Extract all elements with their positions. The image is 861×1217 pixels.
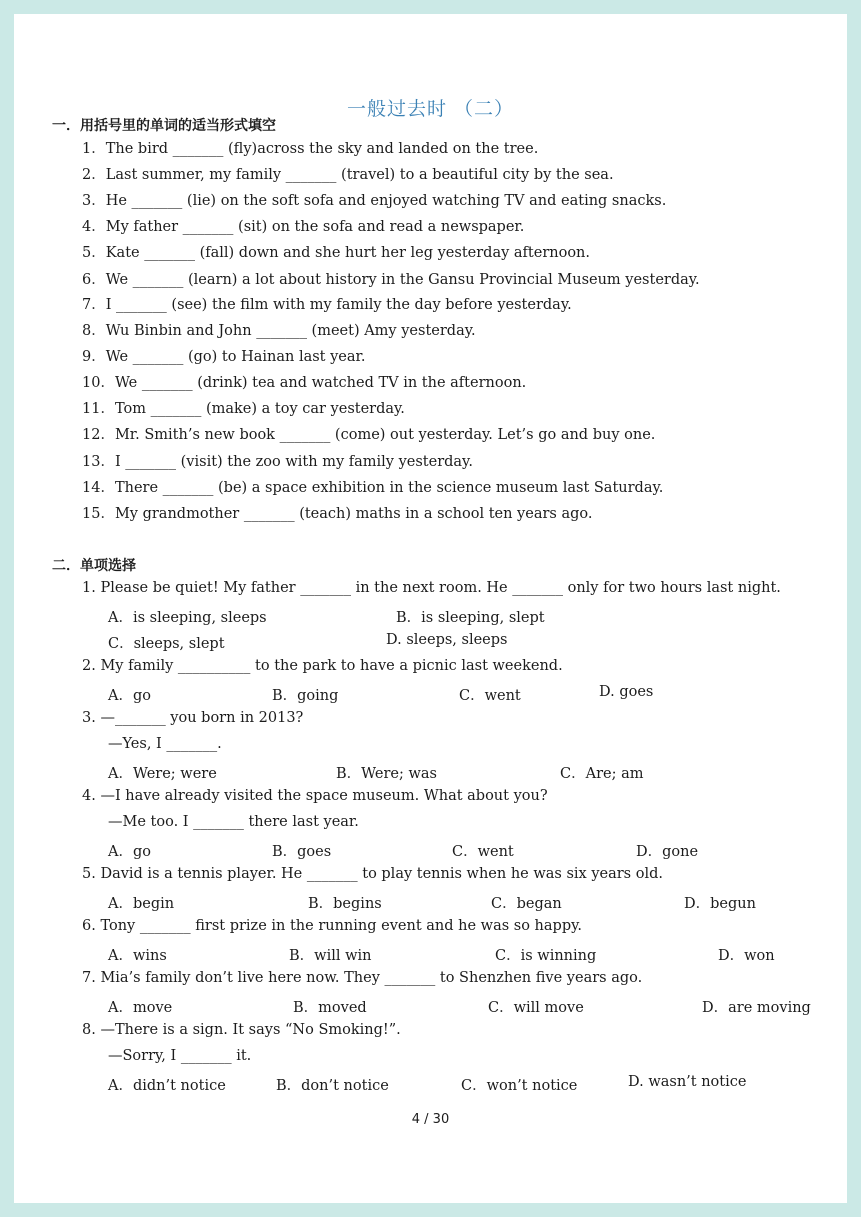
mc-q8-option-b[interactable]: B．don’t notice xyxy=(276,1078,389,1094)
mc-q2-option-b[interactable]: B．going xyxy=(272,688,339,704)
mc-q2-option-d[interactable]: D. goes xyxy=(599,684,654,700)
mc-q2-option-a[interactable]: A．go xyxy=(108,688,151,704)
mc-q3-stem: 3. —_______ you born in 2013? xyxy=(82,710,304,726)
fill-item-3: 3．He _______ (lie) on the soft sofa and enjoyed watching TV and eating snacks. xyxy=(82,193,667,209)
mc-q4-option-a[interactable]: A．go xyxy=(108,844,151,860)
fill-item-10: 10．We _______ (drink) tea and watched TV in the afternoon. xyxy=(82,375,527,391)
fill-item-7: 7．I _______ (see) the film with my family the day before yesterday. xyxy=(82,297,572,313)
mc-q8-option-c[interactable]: C．won’t notice xyxy=(461,1078,578,1094)
fill-item-1: 1．The bird _______ (fly)across the sky and landed on the tree. xyxy=(82,141,539,157)
mc-q8-stem: 8. —There is a sign. It says “No Smoking!”. xyxy=(82,1022,401,1038)
mc-q1-option-b[interactable]: B．is sleeping, slept xyxy=(396,610,545,626)
mc-q8-reply: —Sorry, I _______ it. xyxy=(108,1048,252,1064)
mc-q6-option-c[interactable]: C．is winning xyxy=(495,948,597,964)
mc-q4-option-d[interactable]: D．gone xyxy=(636,844,699,860)
mc-q5-option-b[interactable]: B．begins xyxy=(308,896,382,912)
fill-item-6: 6．We _______ (learn) a lot about history in the Gansu Provincial Museum yesterday. xyxy=(82,272,700,288)
mc-q7-stem: 7. Mia’s family don’t live here now. They _______ to Shenzhen five years ago. xyxy=(82,970,643,986)
mc-q8-option-a[interactable]: A．didn’t notice xyxy=(108,1078,226,1094)
mc-q3-option-a[interactable]: A．Were; were xyxy=(108,766,217,782)
page-title: 一般过去时 （二） xyxy=(346,98,515,120)
fill-item-13: 13．I _______ (visit) the zoo with my family yesterday. xyxy=(82,454,473,470)
mc-q5-option-c[interactable]: C．began xyxy=(491,896,562,912)
mc-q6-option-a[interactable]: A．wins xyxy=(108,948,167,964)
fill-item-9: 9．We _______ (go) to Hainan last year. xyxy=(82,349,366,365)
mc-q7-option-d[interactable]: D．are moving xyxy=(702,1000,811,1016)
section1-heading: 一．用括号里的单词的适当形式填空 xyxy=(52,118,276,134)
mc-q4-reply: —Me too. I _______ there last year. xyxy=(108,814,359,830)
mc-q4-option-b[interactable]: B．goes xyxy=(272,844,332,860)
mc-q8-option-d[interactable]: D. wasn’t notice xyxy=(628,1074,747,1090)
mc-q2-option-c[interactable]: C．went xyxy=(459,688,521,704)
mc-q7-option-b[interactable]: B．moved xyxy=(293,1000,367,1016)
mc-q1-option-c[interactable]: C．sleeps, slept xyxy=(108,636,225,652)
mc-q5-option-a[interactable]: A．begin xyxy=(108,896,175,912)
mc-q1-option-d[interactable]: D. sleeps, sleeps xyxy=(386,632,508,648)
mc-q7-option-c[interactable]: C．will move xyxy=(488,1000,584,1016)
mc-q7-option-a[interactable]: A．move xyxy=(108,1000,173,1016)
mc-q4-option-c[interactable]: C．went xyxy=(452,844,514,860)
mc-q6-option-b[interactable]: B．will win xyxy=(289,948,372,964)
section2-heading: 二．单项选择 xyxy=(52,558,136,574)
fill-item-12: 12．Mr. Smith’s new book _______ (come) out yesterday. Let’s go and buy one. xyxy=(82,427,656,443)
mc-q1-option-a[interactable]: A．is sleeping, sleeps xyxy=(108,610,267,626)
mc-q1-stem: 1. Please be quiet! My father _______ in the next room. He _______ only for two hours last night. xyxy=(82,580,781,596)
mc-q6-option-d[interactable]: D．won xyxy=(718,948,775,964)
fill-item-2: 2．Last summer, my family _______ (travel) to a beautiful city by the sea. xyxy=(82,167,614,183)
page-number: 4 / 30 xyxy=(411,1112,450,1127)
mc-q5-option-d[interactable]: D．begun xyxy=(684,896,756,912)
fill-item-11: 11．Tom _______ (make) a toy car yesterday. xyxy=(82,401,405,417)
mc-q3-option-b[interactable]: B．Were; was xyxy=(336,766,437,782)
worksheet-page xyxy=(14,14,847,1203)
mc-q5-stem: 5. David is a tennis player. He _______ to play tennis when he was six years old. xyxy=(82,866,663,882)
mc-q4-stem: 4. —I have already visited the space museum. What about you? xyxy=(82,788,548,804)
fill-item-15: 15．My grandmother _______ (teach) maths in a school ten years ago. xyxy=(82,506,593,522)
mc-q2-stem: 2. My family __________ to the park to have a picnic last weekend. xyxy=(82,658,563,674)
fill-item-4: 4．My father _______ (sit) on the sofa and read a newspaper. xyxy=(82,219,525,235)
mc-q6-stem: 6. Tony _______ first prize in the running event and he was so happy. xyxy=(82,918,582,934)
fill-item-14: 14．There _______ (be) a space exhibition in the science museum last Saturday. xyxy=(82,480,664,496)
fill-item-5: 5．Kate _______ (fall) down and she hurt her leg yesterday afternoon. xyxy=(82,245,590,261)
mc-q3-reply: —Yes, I _______. xyxy=(108,736,222,752)
fill-item-8: 8．Wu Binbin and John _______ (meet) Amy yesterday. xyxy=(82,323,476,339)
mc-q3-option-c[interactable]: C．Are; am xyxy=(560,766,644,782)
